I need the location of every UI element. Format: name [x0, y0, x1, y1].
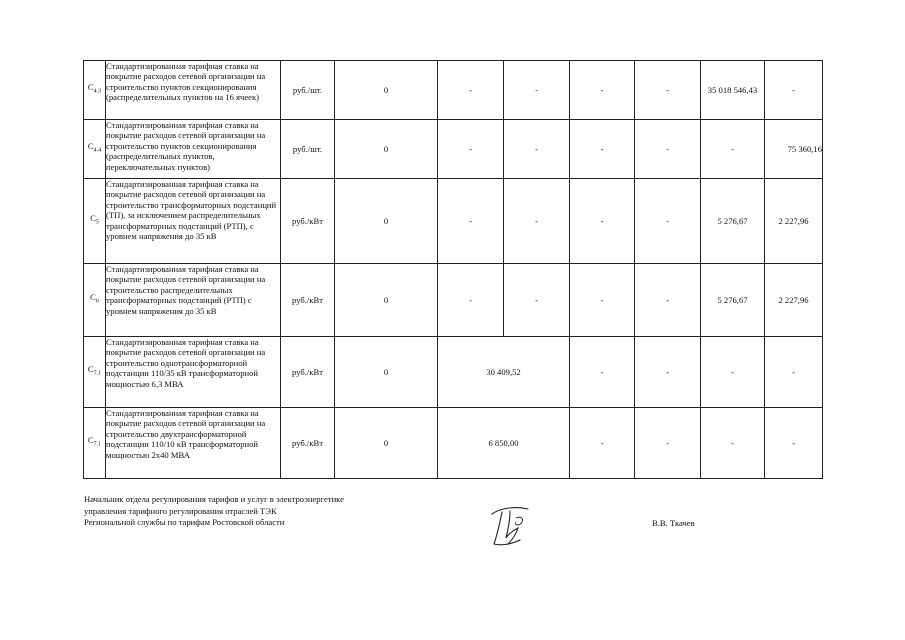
row-value: 75 360,16	[765, 120, 823, 179]
footer-line: управления тарифного регулирования отраслей ТЭК	[84, 505, 277, 516]
row-value: -	[504, 120, 570, 179]
row-value: -	[570, 264, 635, 337]
row-value: -	[765, 408, 823, 479]
row-value: -	[701, 337, 765, 408]
row-code: $C_6$	[84, 264, 106, 337]
row-value: 2 227,96	[765, 264, 823, 337]
row-value: 35 018 546,43	[701, 61, 765, 120]
tariff-table	[83, 60, 823, 479]
row-value: 0	[335, 337, 438, 408]
row-merged-value: 30 409,52	[438, 337, 570, 408]
row-value: 0	[335, 61, 438, 120]
row-value: 0	[335, 408, 438, 479]
row-value: -	[570, 408, 635, 479]
signer-name: В.В. Ткачев	[652, 518, 695, 528]
row-description: Стандартизированная тарифная ставка на покрытие расходов сетевой организации на строительство двухтрансформаторной подстанции 110/10 кВ трансформаторной мощностью 2х40 МВА	[106, 408, 281, 479]
row-description: Стандартизированная тарифная ставка на покрытие расходов сетевой организации на строительство трансформаторных подстанций (ТП), за исключением распределительных трансформаторных подстанций (РТП), с уровнем напряжения до 35 кВ	[106, 179, 281, 264]
row-unit: руб./кВт	[281, 264, 335, 337]
row-value: -	[504, 264, 570, 337]
row-value: -	[438, 179, 504, 264]
row-value: -	[635, 337, 701, 408]
signature-icon	[486, 500, 534, 550]
row-code: $C_{7.1}$	[84, 337, 106, 408]
row-value: -	[570, 61, 635, 120]
row-value: 0	[335, 264, 438, 337]
row-unit: руб./шт.	[281, 120, 335, 179]
row-code: $C_{7.1}$	[84, 408, 106, 479]
row-value: -	[701, 120, 765, 179]
row-value: -	[504, 61, 570, 120]
table-row	[84, 179, 823, 264]
footer-line: Начальник отдела регулирования тарифов и услуг в электроэнергетике	[84, 494, 344, 504]
row-value: 5 276,67	[701, 179, 765, 264]
row-value: 2 227,96	[765, 179, 823, 264]
row-value: -	[438, 61, 504, 120]
row-value: -	[635, 179, 701, 264]
row-description: Стандартизированная тарифная ставка на покрытие расходов сетевой организации на строительство однотрансформаторной подстанции 110/35 кВ трансформаторной мощностью 6,3 МВА	[106, 337, 281, 408]
row-value: -	[570, 179, 635, 264]
row-code: $C_{4.4}$	[84, 120, 106, 179]
row-code: $C_5$	[84, 179, 106, 264]
row-value: 0	[335, 120, 438, 179]
row-unit: руб./шт.	[281, 61, 335, 120]
table-row	[84, 120, 823, 179]
row-value: -	[438, 120, 504, 179]
row-value: -	[765, 61, 823, 120]
row-description: Стандартизированная тарифная ставка на покрытие расходов сетевой организации на строительство пунктов секционирования (распределительных пунктов на 16 ячеек)	[106, 61, 281, 120]
row-value: -	[635, 264, 701, 337]
row-description: Стандартизированная тарифная ставка на покрытие расходов сетевой организации на строительство распределительных трансформаторных подстанций (РТП) с уровнем напряжения до 35 кВ	[106, 264, 281, 337]
row-merged-value: 6 850,00	[438, 408, 570, 479]
table-row	[84, 264, 823, 337]
row-value: -	[570, 337, 635, 408]
table-row	[84, 337, 823, 408]
table-row	[84, 408, 823, 479]
row-value: -	[635, 120, 701, 179]
row-value: -	[701, 408, 765, 479]
row-value: -	[438, 264, 504, 337]
row-value: -	[504, 179, 570, 264]
row-description: Стандартизированная тарифная ставка на покрытие расходов сетевой организации на строительство пунктов секционирования (распределительных пунктов, переключательных пунктов)	[106, 120, 281, 179]
footer-position	[84, 494, 344, 529]
row-unit: руб./кВт	[281, 179, 335, 264]
row-value: -	[635, 408, 701, 479]
row-value: 0	[335, 179, 438, 264]
footer-line: Региональной службы по тарифам Ростовской области	[84, 517, 285, 528]
row-value: -	[765, 337, 823, 408]
row-value: -	[570, 120, 635, 179]
row-code: $C_{4.3}$	[84, 61, 106, 120]
row-value: 5 276,67	[701, 264, 765, 337]
table-row	[84, 61, 823, 120]
row-unit: руб./кВт	[281, 337, 335, 408]
row-unit: руб./кВт	[281, 408, 335, 479]
row-value: -	[635, 61, 701, 120]
